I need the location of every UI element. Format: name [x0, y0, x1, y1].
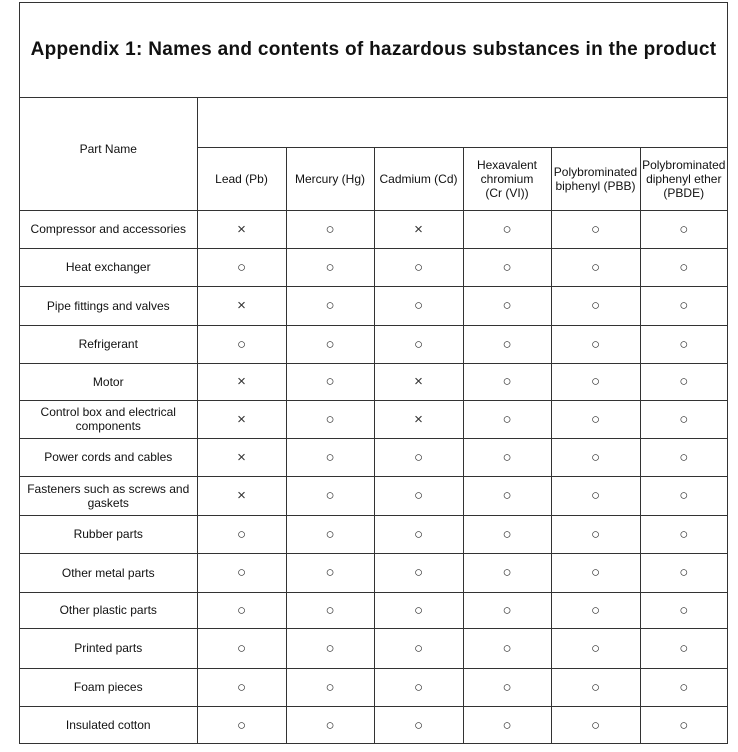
part-name-cell: Control box and electrical components	[20, 400, 197, 438]
substance-mark-mercury: ○	[325, 297, 335, 314]
substance-mark-hexavalent-chromium: ○	[502, 258, 512, 276]
pbde-cell	[640, 592, 727, 628]
substance-mark-cadmium: ○	[413, 564, 424, 581]
hexavalent-chromium-cell	[463, 706, 551, 744]
lead-cell	[197, 553, 286, 592]
part-name-cell: Pipe fittings and valves	[20, 286, 197, 325]
substance-mark-lead: ○	[236, 564, 247, 581]
hexavalent-chromium-cell	[463, 286, 551, 325]
part-name-cell: Rubber parts	[20, 515, 197, 553]
substance-mark-lead: ○	[236, 525, 247, 543]
pbde-cell	[640, 476, 727, 515]
substance-mark-hexavalent-chromium: ○	[502, 564, 512, 581]
mercury-cell	[286, 400, 374, 438]
substance-mark-lead: ×	[237, 297, 246, 314]
part-name-cell: Other plastic parts	[20, 592, 197, 628]
lead-cell	[197, 400, 286, 438]
substance-mark-cadmium: ○	[413, 639, 424, 657]
hexavalent-chromium-cell	[463, 438, 551, 476]
pbde-cell	[640, 400, 727, 438]
lead-cell	[197, 363, 286, 400]
substance-mark-mercury: ○	[325, 335, 335, 353]
substance-mark-hexavalent-chromium: ○	[502, 487, 512, 504]
table-row	[20, 476, 727, 515]
substance-mark-hexavalent-chromium: ○	[502, 525, 512, 543]
substance-mark-mercury: ○	[325, 639, 335, 657]
substance-mark-hexavalent-chromium: ○	[502, 410, 512, 428]
cadmium-cell	[374, 400, 463, 438]
part-name-cell: Heat exchanger	[20, 248, 197, 286]
table-row	[20, 628, 727, 668]
hexavalent-chromium-cell	[463, 668, 551, 706]
substance-mark-cadmium: ×	[414, 373, 423, 390]
substance-mark-mercury: ○	[325, 410, 335, 428]
substance-mark-lead: ×	[237, 448, 246, 466]
part-name-cell: Power cords and cables	[20, 438, 197, 476]
substance-mark-pbde: ○	[679, 716, 689, 734]
substance-mark-cadmium: ○	[413, 297, 424, 314]
substance-mark-cadmium: ○	[413, 258, 424, 276]
substance-mark-mercury: ○	[325, 525, 335, 543]
cadmium-cell	[374, 476, 463, 515]
substance-mark-cadmium: ○	[413, 525, 424, 543]
pbb-cell	[551, 210, 640, 248]
cadmium-cell	[374, 325, 463, 363]
substance-mark-mercury: ○	[325, 448, 335, 466]
hexavalent-chromium-cell	[463, 553, 551, 592]
substance-mark-lead: ×	[237, 220, 246, 238]
pbb-cell	[551, 668, 640, 706]
substance-mark-hexavalent-chromium: ○	[502, 373, 512, 390]
substance-mark-lead: ×	[237, 410, 246, 428]
lead-cell	[197, 628, 286, 668]
table-row	[20, 363, 727, 400]
mercury-cell	[286, 248, 374, 286]
document-frame	[19, 2, 728, 744]
mercury-cell	[286, 706, 374, 744]
column-header-mercury: Mercury (Hg)	[286, 147, 374, 210]
pbde-cell	[640, 438, 727, 476]
substance-mark-pbb: ○	[590, 335, 601, 353]
substance-mark-pbde: ○	[679, 297, 689, 314]
pbde-cell	[640, 553, 727, 592]
mercury-cell	[286, 286, 374, 325]
column-header-lead: Lead (Pb)	[197, 147, 286, 210]
substance-mark-cadmium: ○	[413, 335, 424, 353]
cadmium-cell	[374, 515, 463, 553]
mercury-cell	[286, 515, 374, 553]
hexavalent-chromium-cell	[463, 476, 551, 515]
substance-mark-pbb: ○	[590, 258, 601, 276]
substance-mark-cadmium: ○	[413, 716, 424, 734]
substance-mark-pbb: ○	[590, 448, 601, 466]
hazardous-substances-table	[20, 97, 727, 744]
substances-group-header	[197, 97, 727, 147]
substance-mark-pbb: ○	[590, 678, 601, 696]
pbde-cell	[640, 325, 727, 363]
substance-mark-cadmium: ○	[413, 601, 424, 619]
substance-mark-pbb: ○	[590, 220, 601, 238]
substance-mark-cadmium: ×	[414, 220, 423, 238]
substance-mark-lead: ○	[236, 258, 247, 276]
substance-mark-pbb: ○	[590, 410, 601, 428]
substance-mark-cadmium: ○	[413, 678, 424, 696]
table-body	[20, 97, 727, 744]
substance-mark-mercury: ○	[325, 487, 335, 504]
lead-cell	[197, 210, 286, 248]
pbde-cell	[640, 363, 727, 400]
table-row	[20, 210, 727, 248]
part-name-cell: Motor	[20, 363, 197, 400]
substance-mark-mercury: ○	[325, 564, 335, 581]
part-name-cell: Other metal parts	[20, 553, 197, 592]
substance-mark-mercury: ○	[325, 373, 335, 390]
hexavalent-chromium-cell	[463, 210, 551, 248]
pbb-cell	[551, 706, 640, 744]
pbb-cell	[551, 628, 640, 668]
substance-mark-lead: ○	[236, 601, 247, 619]
hexavalent-chromium-cell	[463, 515, 551, 553]
substance-mark-mercury: ○	[325, 716, 335, 734]
lead-cell	[197, 515, 286, 553]
lead-cell	[197, 438, 286, 476]
table-row	[20, 553, 727, 592]
mercury-cell	[286, 325, 374, 363]
pbb-cell	[551, 438, 640, 476]
substance-mark-pbb: ○	[590, 716, 601, 734]
substance-mark-pbde: ○	[679, 373, 689, 390]
cadmium-cell	[374, 706, 463, 744]
substance-mark-hexavalent-chromium: ○	[502, 448, 512, 466]
cadmium-cell	[374, 363, 463, 400]
lead-cell	[197, 325, 286, 363]
substance-mark-lead: ○	[236, 716, 247, 734]
pbb-cell	[551, 286, 640, 325]
table-row	[20, 706, 727, 744]
pbde-cell	[640, 628, 727, 668]
pbb-cell	[551, 515, 640, 553]
column-header-pbb: Polybrominated biphenyl (PBB)	[551, 147, 640, 210]
substance-mark-lead: ×	[237, 487, 246, 504]
table-row	[20, 592, 727, 628]
part-name-cell: Insulated cotton	[20, 706, 197, 744]
part-name-header: Part Name	[20, 97, 197, 210]
substance-mark-pbb: ○	[590, 297, 601, 314]
substance-mark-cadmium: ○	[413, 487, 424, 504]
substance-mark-mercury: ○	[325, 258, 335, 276]
pbb-cell	[551, 476, 640, 515]
cadmium-cell	[374, 668, 463, 706]
pbb-cell	[551, 248, 640, 286]
substance-mark-hexavalent-chromium: ○	[502, 297, 512, 314]
mercury-cell	[286, 668, 374, 706]
lead-cell	[197, 248, 286, 286]
hexavalent-chromium-cell	[463, 248, 551, 286]
substance-mark-pbb: ○	[590, 373, 601, 390]
cadmium-cell	[374, 628, 463, 668]
cadmium-cell	[374, 592, 463, 628]
substance-mark-hexavalent-chromium: ○	[502, 716, 512, 734]
table-row	[20, 325, 727, 363]
hexavalent-chromium-cell	[463, 363, 551, 400]
substance-mark-lead: ×	[237, 373, 246, 390]
part-name-cell: Compressor and accessories	[20, 210, 197, 248]
substance-mark-lead: ○	[236, 335, 247, 353]
table-row	[20, 286, 727, 325]
substance-mark-pbde: ○	[679, 678, 689, 696]
part-name-cell: Printed parts	[20, 628, 197, 668]
pbde-cell	[640, 515, 727, 553]
mercury-cell	[286, 592, 374, 628]
hexavalent-chromium-cell	[463, 628, 551, 668]
substance-mark-pbde: ○	[679, 525, 689, 543]
substance-mark-pbb: ○	[590, 639, 601, 657]
part-name-cell: Fasteners such as screws and gaskets	[20, 476, 197, 515]
substance-mark-hexavalent-chromium: ○	[502, 601, 512, 619]
page-title: Appendix 1: Names and contents of hazardous substances in the product	[30, 39, 717, 60]
table-row	[20, 515, 727, 553]
lead-cell	[197, 286, 286, 325]
cadmium-cell	[374, 438, 463, 476]
title-bar	[20, 3, 727, 98]
pbb-cell	[551, 363, 640, 400]
lead-cell	[197, 668, 286, 706]
substance-mark-pbb: ○	[590, 564, 601, 581]
hexavalent-chromium-cell	[463, 592, 551, 628]
substance-mark-hexavalent-chromium: ○	[502, 639, 512, 657]
substance-mark-pbde: ○	[679, 448, 689, 466]
substance-mark-pbde: ○	[679, 564, 689, 581]
substance-mark-pbde: ○	[679, 220, 689, 238]
pbde-cell	[640, 248, 727, 286]
hexavalent-chromium-cell	[463, 325, 551, 363]
table-row	[20, 248, 727, 286]
column-header-hexavalent-chromium: Hexavalent chromium (Cr (VI))	[463, 147, 551, 210]
pbde-cell	[640, 210, 727, 248]
mercury-cell	[286, 628, 374, 668]
part-name-cell: Refrigerant	[20, 325, 197, 363]
substance-mark-lead: ○	[236, 678, 247, 696]
substance-mark-mercury: ○	[325, 220, 335, 238]
substance-mark-lead: ○	[236, 639, 247, 657]
column-header-pbde: Polybrominated diphenyl ether (PBDE)	[640, 147, 727, 210]
cadmium-cell	[374, 248, 463, 286]
column-header-cadmium: Cadmium (Cd)	[374, 147, 463, 210]
table-row	[20, 438, 727, 476]
lead-cell	[197, 706, 286, 744]
mercury-cell	[286, 476, 374, 515]
substance-mark-hexavalent-chromium: ○	[502, 335, 512, 353]
lead-cell	[197, 476, 286, 515]
substance-mark-pbde: ○	[679, 410, 689, 428]
substance-mark-hexavalent-chromium: ○	[502, 220, 512, 238]
mercury-cell	[286, 553, 374, 592]
substance-mark-pbb: ○	[590, 525, 601, 543]
part-name-cell: Foam pieces	[20, 668, 197, 706]
cadmium-cell	[374, 210, 463, 248]
pbde-cell	[640, 668, 727, 706]
mercury-cell	[286, 363, 374, 400]
cadmium-cell	[374, 553, 463, 592]
substance-mark-pbde: ○	[679, 639, 689, 657]
pbde-cell	[640, 706, 727, 744]
pbb-cell	[551, 400, 640, 438]
substance-mark-hexavalent-chromium: ○	[502, 678, 512, 696]
substance-mark-cadmium: ×	[414, 410, 423, 428]
hexavalent-chromium-cell	[463, 400, 551, 438]
pbb-cell	[551, 325, 640, 363]
substance-mark-pbb: ○	[590, 487, 601, 504]
substance-mark-cadmium: ○	[413, 448, 424, 466]
table-row	[20, 668, 727, 706]
mercury-cell	[286, 210, 374, 248]
substance-mark-pbde: ○	[679, 487, 689, 504]
pbb-cell	[551, 592, 640, 628]
substance-mark-mercury: ○	[325, 601, 335, 619]
pbde-cell	[640, 286, 727, 325]
pbb-cell	[551, 553, 640, 592]
lead-cell	[197, 592, 286, 628]
substance-mark-pbde: ○	[679, 601, 689, 619]
mercury-cell	[286, 438, 374, 476]
substance-mark-mercury: ○	[325, 678, 335, 696]
substance-mark-pbb: ○	[590, 601, 601, 619]
table-row	[20, 400, 727, 438]
substance-mark-pbde: ○	[679, 335, 689, 353]
cadmium-cell	[374, 286, 463, 325]
substance-mark-pbde: ○	[679, 258, 689, 276]
header-top-row	[20, 97, 727, 147]
